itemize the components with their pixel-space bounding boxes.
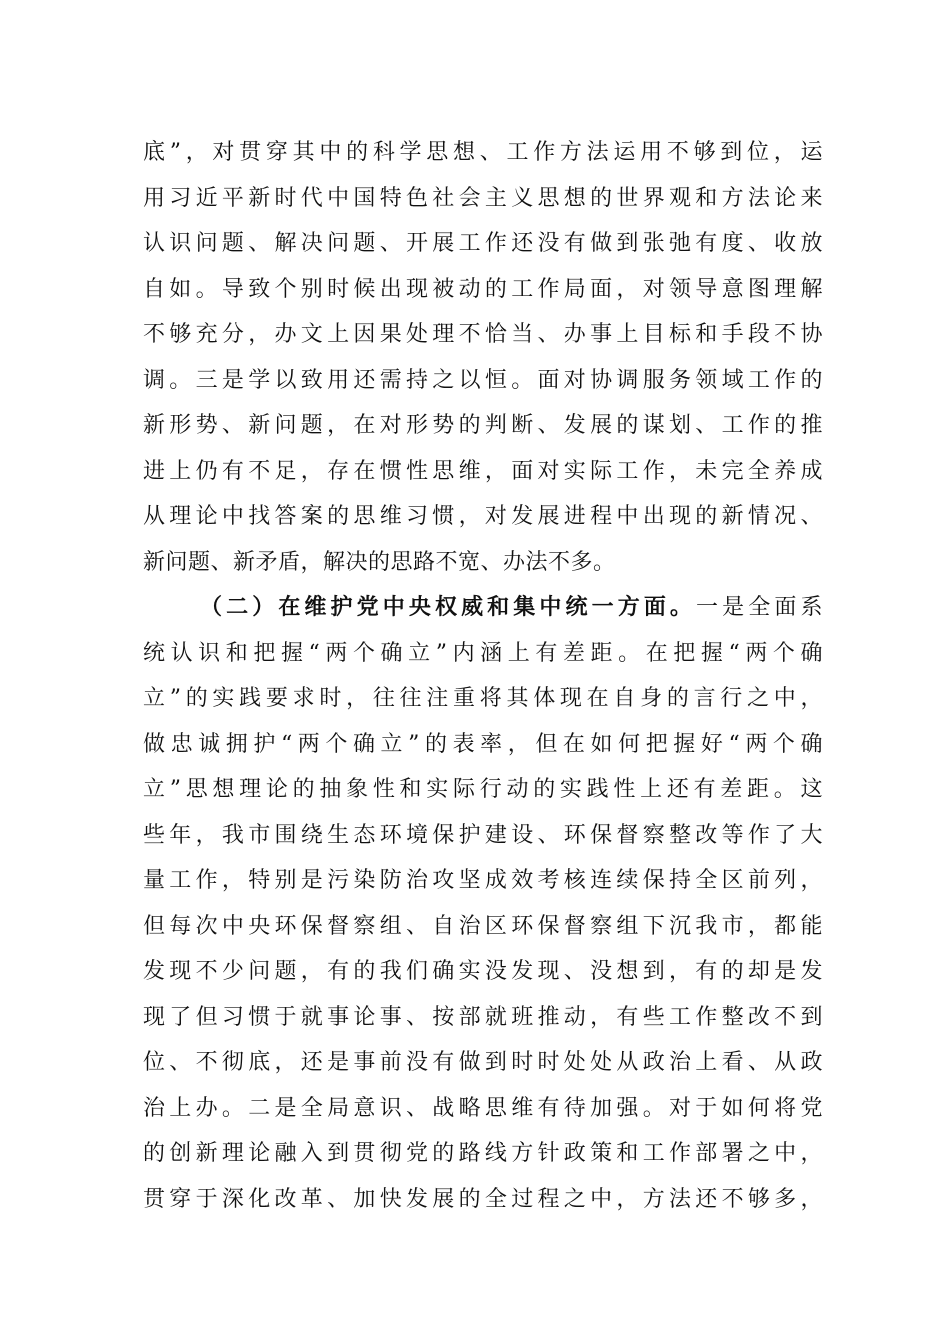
text-line: 立”的实践要求时，往往注重将其体现在自身的言行之中， [143,686,823,711]
text-line: 做忠诚拥护“两个确立”的表率，但在如何把握好“两个确 [143,731,823,757]
text-fragment: 一是全面系 [696,595,823,620]
text-line: 从理论中找答案的思维习惯，对发展进程中出现的新情况、 [143,504,823,529]
text-line: 新问题、新矛盾，解决的思路不宽、办法不多。 [143,549,616,575]
text-line: 贯穿于深化改革、加快发展的全过程之中，方法还不够多， [143,1186,823,1212]
text-line: 不够充分，办文上因果处理不恰当、办事上目标和手段不协 [143,322,823,347]
text-line: 的创新理论融入到贯彻党的路线方针政策和工作部署之中， [143,1141,823,1166]
text-line: 进上仍有不足，存在惯性思维，面对实际工作，未完全养成 [143,458,823,484]
body-text [143,130,823,1222]
text-line: 治上办。二是全局意识、战略思维有待加强。对于如何将党 [143,1095,823,1121]
text-line: 立”思想理论的抽象性和实际行动的实践性上还有差距。这 [143,777,823,802]
paragraph-1 [143,130,823,585]
text-line: 量工作，特别是污染防治攻坚成效考核连续保持全区前列， [143,868,823,893]
text-line: 自如。导致个别时候出现被动的工作局面，对领导意图理解 [143,276,823,302]
text-line: 用习近平新时代中国特色社会主义思想的世界观和方法论来 [143,185,823,211]
text-line: 认识问题、解决问题、开展工作还没有做到张弛有度、收放 [143,231,823,256]
text-line: 位、不彻底，还是事前没有做到时时处处从政治上看、从政 [143,1050,823,1075]
text-line: 发现不少问题，有的我们确实没发现、没想到，有的却是发 [143,959,823,984]
section-heading: （二）在维护党中央权威和集中统一方面。 [200,594,697,620]
text-line: 些年，我市围绕生态环境保护建设、环保督察整改等作了大 [143,822,823,848]
paragraph-2 [143,585,823,1222]
text-line: 但每次中央环保督察组、自治区环保督察组下沉我市，都能 [143,913,823,939]
text-line: 现了但习惯于就事论事、按部就班推动，有些工作整改不到 [143,1004,823,1030]
text-line: 底”，对贯穿其中的科学思想、工作方法运用不够到位，运 [143,140,823,165]
text-line: 调。三是学以致用还需持之以恒。面对协调服务领域工作的 [143,367,823,393]
text-line: 新形势、新问题，在对形势的判断、发展的谋划、工作的推 [143,413,823,438]
text-line: 统认识和把握“两个确立”内涵上有差距。在把握“两个确 [143,640,823,666]
paragraph-heading-line [143,585,823,631]
